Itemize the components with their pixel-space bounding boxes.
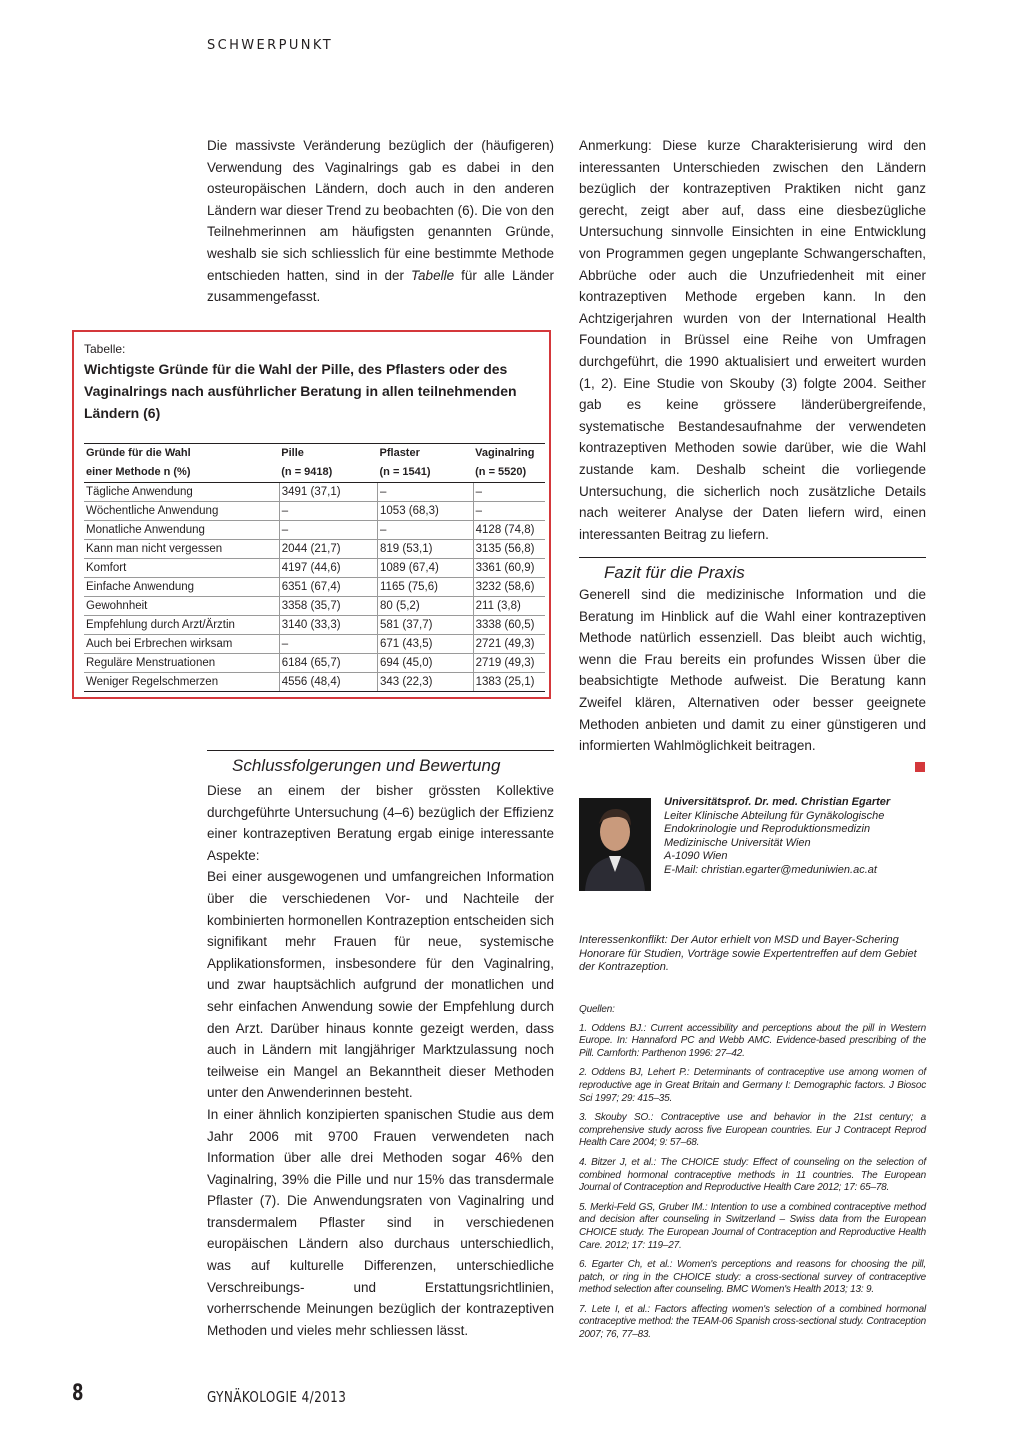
author-line: Endokrinologie und Reproduktionsmedizin [664, 823, 871, 835]
table-row [84, 559, 545, 578]
table-cell: Monatliche Anwendung [84, 521, 279, 540]
table-row [84, 521, 545, 540]
references-heading: Quellen: [579, 1004, 615, 1015]
column-header: (n = 9418) [279, 463, 377, 483]
reference-item: 4. Bitzer J, et al.: The CHOICE study: Effect of counseling on the selection of combined hormonal contraceptive methods in 11 countries. The European Journal of Contraception and Reproductive Health Care 2012; 17: 65–78. [579, 1156, 926, 1194]
table-row [84, 635, 545, 654]
reference-item: 7. Lete I, et al.: Factors affecting women's selection of a combined hormonal contraceptive method: the TEAM-06 Spanish cross-sectional study. Contraception 2007; 76, 77–83. [579, 1303, 926, 1341]
heading-rule [207, 750, 554, 751]
author-info [664, 796, 929, 877]
table-cell: – [279, 521, 377, 540]
table-cell: 1165 (75,6) [378, 578, 474, 597]
reference-item: 3. Skouby SO.: Contraceptive use and behavior in the 21st century; a comprehensive study across five European countries. Eur J Contracept Reprod Health Care 2004; 9: 57–68. [579, 1112, 926, 1149]
table-cell: 3491 (37,1) [279, 483, 377, 502]
table-cell: 3361 (60,9) [473, 559, 545, 578]
table-row [84, 654, 545, 673]
table-cell: 343 (22,3) [378, 673, 474, 692]
table-cell: 2044 (21,7) [279, 540, 377, 559]
author-email: E-Mail: christian.egarter@meduniwien.ac.at [664, 863, 877, 876]
table-cell: – [279, 635, 377, 654]
table-cell: – [378, 483, 474, 502]
conclusion-column [207, 780, 554, 1341]
table-row [84, 483, 545, 502]
table-cell: 6351 (67,4) [279, 578, 377, 597]
author-line: Medizinische Universität Wien [664, 836, 811, 849]
table-cell: 3140 (33,3) [279, 616, 377, 635]
author-name: Universitätsprof. Dr. med. Christian Egarter [664, 796, 891, 808]
table-header-row [84, 444, 545, 464]
table-cell: 671 (43,5) [378, 635, 474, 654]
table-cell: 6184 (65,7) [279, 654, 377, 673]
table-cell: Tägliche Anwendung [84, 483, 279, 502]
note-paragraph: Anmerkung: Diese kurze Charakterisierung wird den interessanten Unterschieden zwischen den Ländern bezüglich der kontrazeptiven Praktiken nicht ganz gerecht, zeigt aber auf, dass eine diesbezügliche Untersuchung sinnvolle Einsichten in eine Entwicklung von Programmen gegen ungeplante Schwangerschaften, Abbrüche oder auch die Unzufriedenheit mit einer kontrazeptiven Methode ergeben kann. In den Achtzigerjahren wurden von der International Health Foundation in Brüssel eine Reihe von Umfragen durchgeführt, die 1990 aktualisiert und erweitert wurden (1, 2). Eine Studie von Skouby (3) folgte 2004. Seither gab es keine grössere länderübergreifende, systematische Bestandesaufnahme der verwendeten kontrazeptiven Methoden sowie darüber, wie die Wahl zustande kam. Deshalb scheint die vorliegende Untersuchung, die sicherlich noch zusätzliche Details nach weiterer Analyse der Daten liefern wird, einen interessanten Beitrag zu liefern. [579, 138, 926, 542]
author-line: A-1090 Wien [664, 850, 728, 862]
table-cell: 80 (5,2) [378, 597, 474, 616]
table-cell: 2719 (49,3) [473, 654, 545, 673]
conflict-of-interest: Interessenkonflikt: Der Autor erhielt von MSD und Bayer-Schering Honorare für Studien, Vorträge sowie Expertentreffen auf dem Gebiet der Kontrazeption. [579, 934, 917, 973]
reference-item: 1. Oddens BJ.: Current accessibility and perceptions about the pill in Western Europe. In: Hannaford PC and Webb AMC. Evidence-based prescribing of the Pill. Carnforth: Parthenon 1996: 27–42. [579, 1022, 926, 1059]
reasons-table [84, 443, 545, 692]
table-cell: 3135 (56,8) [473, 540, 545, 559]
reference-item: 2. Oddens BJ, Lehert P.: Determinants of contraceptive use among women of reproductive age in Great Britain and Germany I: Demographic factors. J Biosoc Sci 1997; 29: 415–35. [579, 1067, 926, 1104]
fazit-heading: Fazit für die Praxis [604, 563, 745, 582]
column-header: Gründe für die Wahl [84, 444, 279, 464]
table-cell: Komfort [84, 559, 279, 578]
intro-column [207, 135, 554, 308]
table-cell: Weniger Regelschmerzen [84, 673, 279, 692]
column-header: Pille [279, 444, 377, 464]
heading-rule [579, 557, 926, 558]
table-cell: 4556 (48,4) [279, 673, 377, 692]
table-cell: 3358 (35,7) [279, 597, 377, 616]
table-row [84, 616, 545, 635]
table-cell: – [473, 502, 545, 521]
column-header: Vaginalring [473, 444, 545, 464]
table-row [84, 597, 545, 616]
fazit-paragraph: Generell sind die medizinische Information und die Beratung im Hinblick auf die Wahl einer kontrazeptiven Methode natürlich essenziell. Das bleibt auch wichtig, wenn die Frau bereits ein profundes Wissen über die beabsichtigte Methode aufweist. Die Beratung kann Zweifel klären, Alternativen oder besser geeignete Methoden anbieten und damit zu einer günstigeren und informierten Wahlmöglichkeit beitragen. [579, 587, 926, 754]
table-cell: 2721 (49,3) [473, 635, 545, 654]
table-cell: 3338 (60,5) [473, 616, 545, 635]
table-cell: – [378, 521, 474, 540]
table-cell: 4128 (74,8) [473, 521, 545, 540]
reference-item: 6. Egarter Ch, et al.: Women's perceptions and reasons for choosing the pill, patch, or ring in the CHOICE study: a cross-sectional survey of contraceptive method selection after counseling. BMC Women's Health 2013; 13: 9. [579, 1259, 926, 1296]
table-row [84, 578, 545, 597]
table-cell: – [473, 483, 545, 502]
conclusion-heading: Schlussfolgerungen und Bewertung [232, 756, 501, 775]
table-cell: Auch bei Erbrechen wirksam [84, 635, 279, 654]
table-cell: Einfache Anwendung [84, 578, 279, 597]
journal-footer: GYNÄKOLOGIE 4/2013 [207, 1388, 347, 1406]
table-header-row [84, 463, 545, 483]
intro-paragraph: Die massivste Veränderung bezüglich der (häufigeren) Verwendung des Vaginalrings gab es dabei in den osteuropäischen Ländern, doch auch in den anderen Ländern war dieser Trend zu beobachten (6). Die von den Teilnehmerinnen am häufigsten genannten Gründe, weshalb sie sich schliesslich für eine bestimmte Methode entschieden hatten, sind in der Tabelle für alle Länder zusammengefasst. [207, 138, 554, 305]
author-portrait-icon [579, 798, 651, 891]
table-cell: 694 (45,0) [378, 654, 474, 673]
table-row [84, 502, 545, 521]
table-cell: 211 (3,8) [473, 597, 545, 616]
table-cell: 4197 (44,6) [279, 559, 377, 578]
references [579, 1004, 926, 1349]
fazit-column [579, 584, 926, 757]
table-cell: 819 (53,1) [378, 540, 474, 559]
page-number: 8 [72, 1381, 84, 1406]
column-header: (n = 1541) [378, 463, 474, 483]
reference-item: 5. Merki-Feld GS, Gruber IM.: Intention to use a combined contraceptive method and decision after counseling in Switzerland – Swiss data from the European CHOICE study. The European Journal of Contraception and Reproductive Health Care. 2012; 17: 119–27. [579, 1201, 926, 1251]
author-line: Leiter Klinische Abteilung für Gynäkologische [664, 809, 885, 822]
table-cell: 3232 (58,6) [473, 578, 545, 597]
end-mark-icon [915, 762, 925, 772]
conclusion-paragraph: Diese an einem der bisher grössten Kollektive durchgeführte Untersuchung (4–6) bezüglich der Effizienz einer kontrazeptiven Beratung ergab einige interessante Aspekte: [207, 783, 554, 863]
table-cell: Reguläre Menstruationen [84, 654, 279, 673]
column-header: (n = 5520) [473, 463, 545, 483]
note-column [579, 135, 926, 545]
table-cell: Wöchentliche Anwendung [84, 502, 279, 521]
table-cell: – [279, 502, 377, 521]
table-cell: 1383 (25,1) [473, 673, 545, 692]
table-cell: 1089 (67,4) [378, 559, 474, 578]
author-photo [579, 798, 651, 891]
table-cell: Kann man nicht vergessen [84, 540, 279, 559]
column-header: einer Methode n (%) [84, 463, 279, 483]
conclusion-paragraph: Bei einer ausgewogenen und umfangreichen Information über die verschiedenen Vor- und Nachteile der kombinierten hormonellen Kontrazeption entscheiden sich signifikant mehr Frauen für neue, systemische Applikationsformen, insbesondere für den Vaginalring, und zwar hauptsächlich aufgrund der monatlichen und sehr einfachen Anwendung sowie der Empfehlung durch den Arzt. Darüber hinaus konnte gezeigt werden, dass auch in Ländern mit langjähriger Marktzulassung noch teilweise ein Mangel an Bekanntheit dieser Methoden unter den Anwenderinnen besteht. [207, 869, 554, 1101]
table-title: Wichtigste Gründe für die Wahl der Pille, des Pflasters oder des Vaginalrings nach ausführlicher Beratung in allen teilnehmenden Ländern (6) [84, 361, 517, 421]
table-cell: 1053 (68,3) [378, 502, 474, 521]
table-cell: Empfehlung durch Arzt/Ärztin [84, 616, 279, 635]
table-row [84, 673, 545, 692]
table-box [72, 330, 551, 699]
table-row [84, 540, 545, 559]
column-header: Pflaster [378, 444, 474, 464]
section-label: SCHWERPUNKT [207, 38, 334, 53]
table-cell: Gewohnheit [84, 597, 279, 616]
table-cell: 581 (37,7) [378, 616, 474, 635]
table-label: Tabelle: [84, 342, 126, 356]
conclusion-paragraph: In einer ähnlich konzipierten spanischen Studie aus dem Jahr 2006 mit 9700 Frauen verwendeten nach Information über alle drei Methoden sogar 46% den Vaginalring, 39% die Pille und nur 15% das transdermale Pflaster (7). Die Anwendungsraten von Vaginalring und transdermalem Pflaster sind in verschiedenen europäischen Ländern also durchaus unterschiedlich, was auf kulturelle Differenzen, unterschiedliche Verschreibungs- und Erstattungsrichtlinien, vorherrschende Meinungen bezüglich der kontrazeptiven Methoden und vieles mehr schliessen lässt. [207, 1106, 554, 1338]
